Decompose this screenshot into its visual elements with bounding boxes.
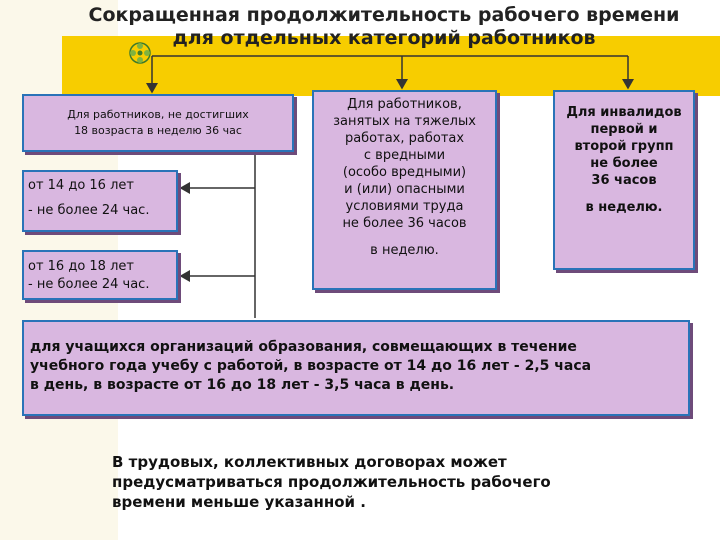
hazardous-work-box <box>312 90 497 290</box>
age-14-16-box <box>22 170 178 232</box>
footnote-line-3: времени меньше указанной . <box>112 493 366 511</box>
footnote-line-1: В трудовых, коллективных договорах может <box>112 453 507 471</box>
age-14-16-line-1: от 14 до 16 лет <box>28 178 134 193</box>
age-16-18-box <box>22 250 178 300</box>
disabled-box <box>553 90 695 270</box>
disabled-line: второй групп <box>574 139 674 154</box>
disabled-line: не более <box>590 156 658 171</box>
disabled-per-week: в неделю. <box>585 200 663 215</box>
age-14-16-line-2: - не более 24 час. <box>28 203 150 218</box>
hazardous-per-week: в неделю. <box>370 243 439 258</box>
hazardous-line: не более 36 часов <box>342 216 467 231</box>
disabled-line: 36 часов <box>591 173 657 188</box>
footnote <box>112 452 672 512</box>
disabled-line: Для инвалидов <box>566 105 682 120</box>
hazardous-line: занятых на тяжелых <box>333 114 476 129</box>
students-line-1: для учащихся организаций образования, совмещающих в течение <box>30 339 577 355</box>
students-line-3: в день, в возрасте от 16 до 18 лет - 3,5 часа в день. <box>30 377 455 393</box>
footnote-line-2: предусматриваться продолжительность рабочего <box>112 473 551 491</box>
title-line-2: для отдельных категорий работников <box>172 27 596 49</box>
students-line-2: учебного года учебу с работой, в возрасте от 14 до 16 лет - 2,5 часа <box>30 358 592 374</box>
hazardous-line: работах, работах <box>344 131 465 146</box>
hazardous-line: и (или) опасными <box>344 182 465 197</box>
minors-line-1: Для работников, не достигших <box>67 108 249 121</box>
hazardous-line: с вредными <box>363 148 446 163</box>
title-line-1: Сокращенная продолжительность рабочего времени <box>88 4 680 26</box>
minors-line-2: 18 возраста в неделю 36 час <box>74 124 242 137</box>
hazardous-line: (особо вредными) <box>342 165 467 180</box>
students-box <box>22 320 690 416</box>
minors-box <box>22 94 294 152</box>
disabled-line: первой и <box>590 122 658 137</box>
hazardous-line: Для работников, <box>347 97 462 112</box>
age-16-18-line-2: - не более 24 час. <box>28 277 150 292</box>
hazardous-line: условиями труда <box>345 199 464 214</box>
age-16-18-line-1: от 16 до 18 лет <box>28 259 134 274</box>
